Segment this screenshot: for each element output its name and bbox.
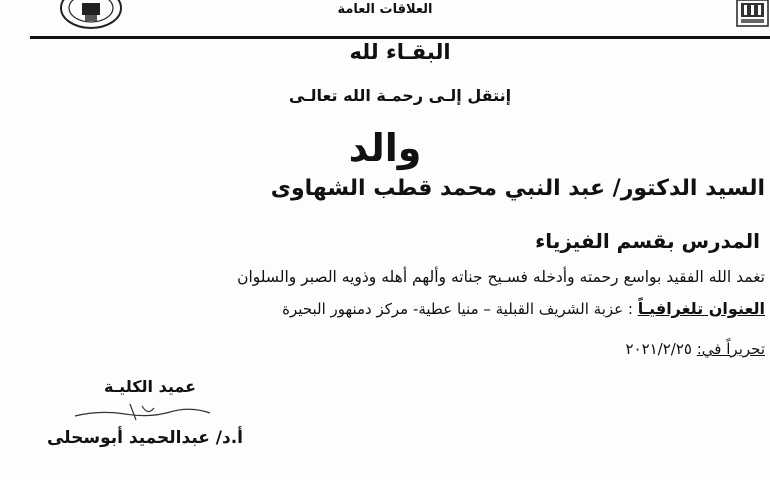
dean-name: أ.د/ عبدالحميد أبوسحلى: [46, 428, 244, 448]
mourning-heading: البقـاء لله: [349, 40, 451, 64]
date-value: ٢٠٢١/٢/٢٥: [625, 340, 697, 358]
address-line: [170, 299, 765, 318]
position-line: المدرس بقسم الفيزياء: [535, 229, 760, 253]
prayer-line: تغمد الله الفقيد بواسع رحمته وأدخله فسـيح جناته وألهم أهله وذويه الصبر والسلوان: [237, 268, 765, 286]
dean-title: عميد الكليـة: [103, 377, 197, 396]
relation-heading: والد: [348, 126, 422, 170]
address-label: العنوان تلغرافيـاً: [637, 299, 765, 318]
address-value: : عزبة الشريف القبلية – منيا عطية- مركز دمنهور البحيرة: [282, 300, 638, 318]
university-logo-icon: [735, 0, 770, 30]
moved-to-mercy-line: إنتقل إلـى رحمـة الله تعالـى: [288, 86, 512, 105]
handwritten-signature-icon: [70, 398, 220, 428]
deceased-name: السيد الدكتور/ عبد النبي محمد قطب الشهاوى: [270, 176, 765, 201]
date-line: [540, 340, 765, 358]
header-divider: [30, 36, 770, 39]
date-label: تحريراً في:: [696, 340, 765, 358]
department-title: العلاقات العامة: [337, 2, 433, 17]
college-seal-icon: [58, 0, 124, 30]
